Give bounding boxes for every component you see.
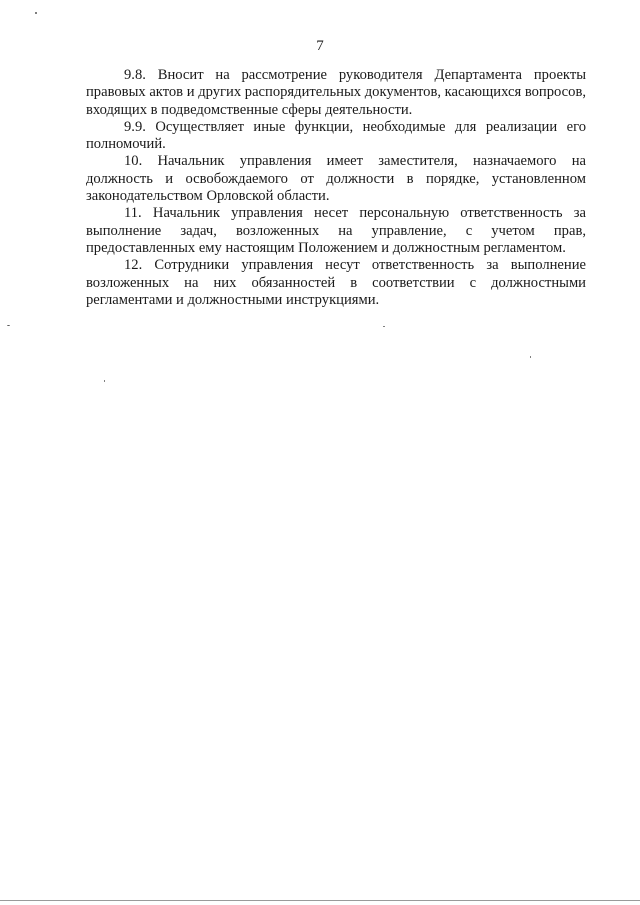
scan-speck <box>7 325 10 326</box>
scan-edge-line <box>0 900 640 901</box>
scan-speck <box>104 380 105 382</box>
page-number: 7 <box>316 38 324 54</box>
paragraph-9-9: 9.9. Осуществляет иные функции, необходимые для реализации его полномочий. <box>86 118 586 153</box>
document-body <box>86 67 586 309</box>
paragraph-10: 10. Начальник управления имеет заместителя, назначаемого на должность и освобождаемого от должности в порядке, установленном законодательством Орловской области. <box>86 153 586 205</box>
paragraph-9-8: 9.8. Вносит на рассмотрение руководителя Департамента проекты правовых актов и других распорядительных документов, касающихся вопросов, входящих в подведомственные сферы деятельности. <box>86 67 586 118</box>
scan-speck <box>35 12 37 14</box>
paragraph-12: 12. Сотрудники управления несут ответственность за выполнение возложенных на них обязанностей в соответствии с должностными регламентами и должностными инструкциями. <box>86 257 586 308</box>
scan-speck <box>383 326 385 327</box>
paragraph-11: 11. Начальник управления несет персональную ответственность за выполнение задач, возложенных на управление, с учетом прав, предоставленных ему настоящим Положением и должностным регламентом. <box>86 205 586 256</box>
scan-speck <box>530 356 531 358</box>
